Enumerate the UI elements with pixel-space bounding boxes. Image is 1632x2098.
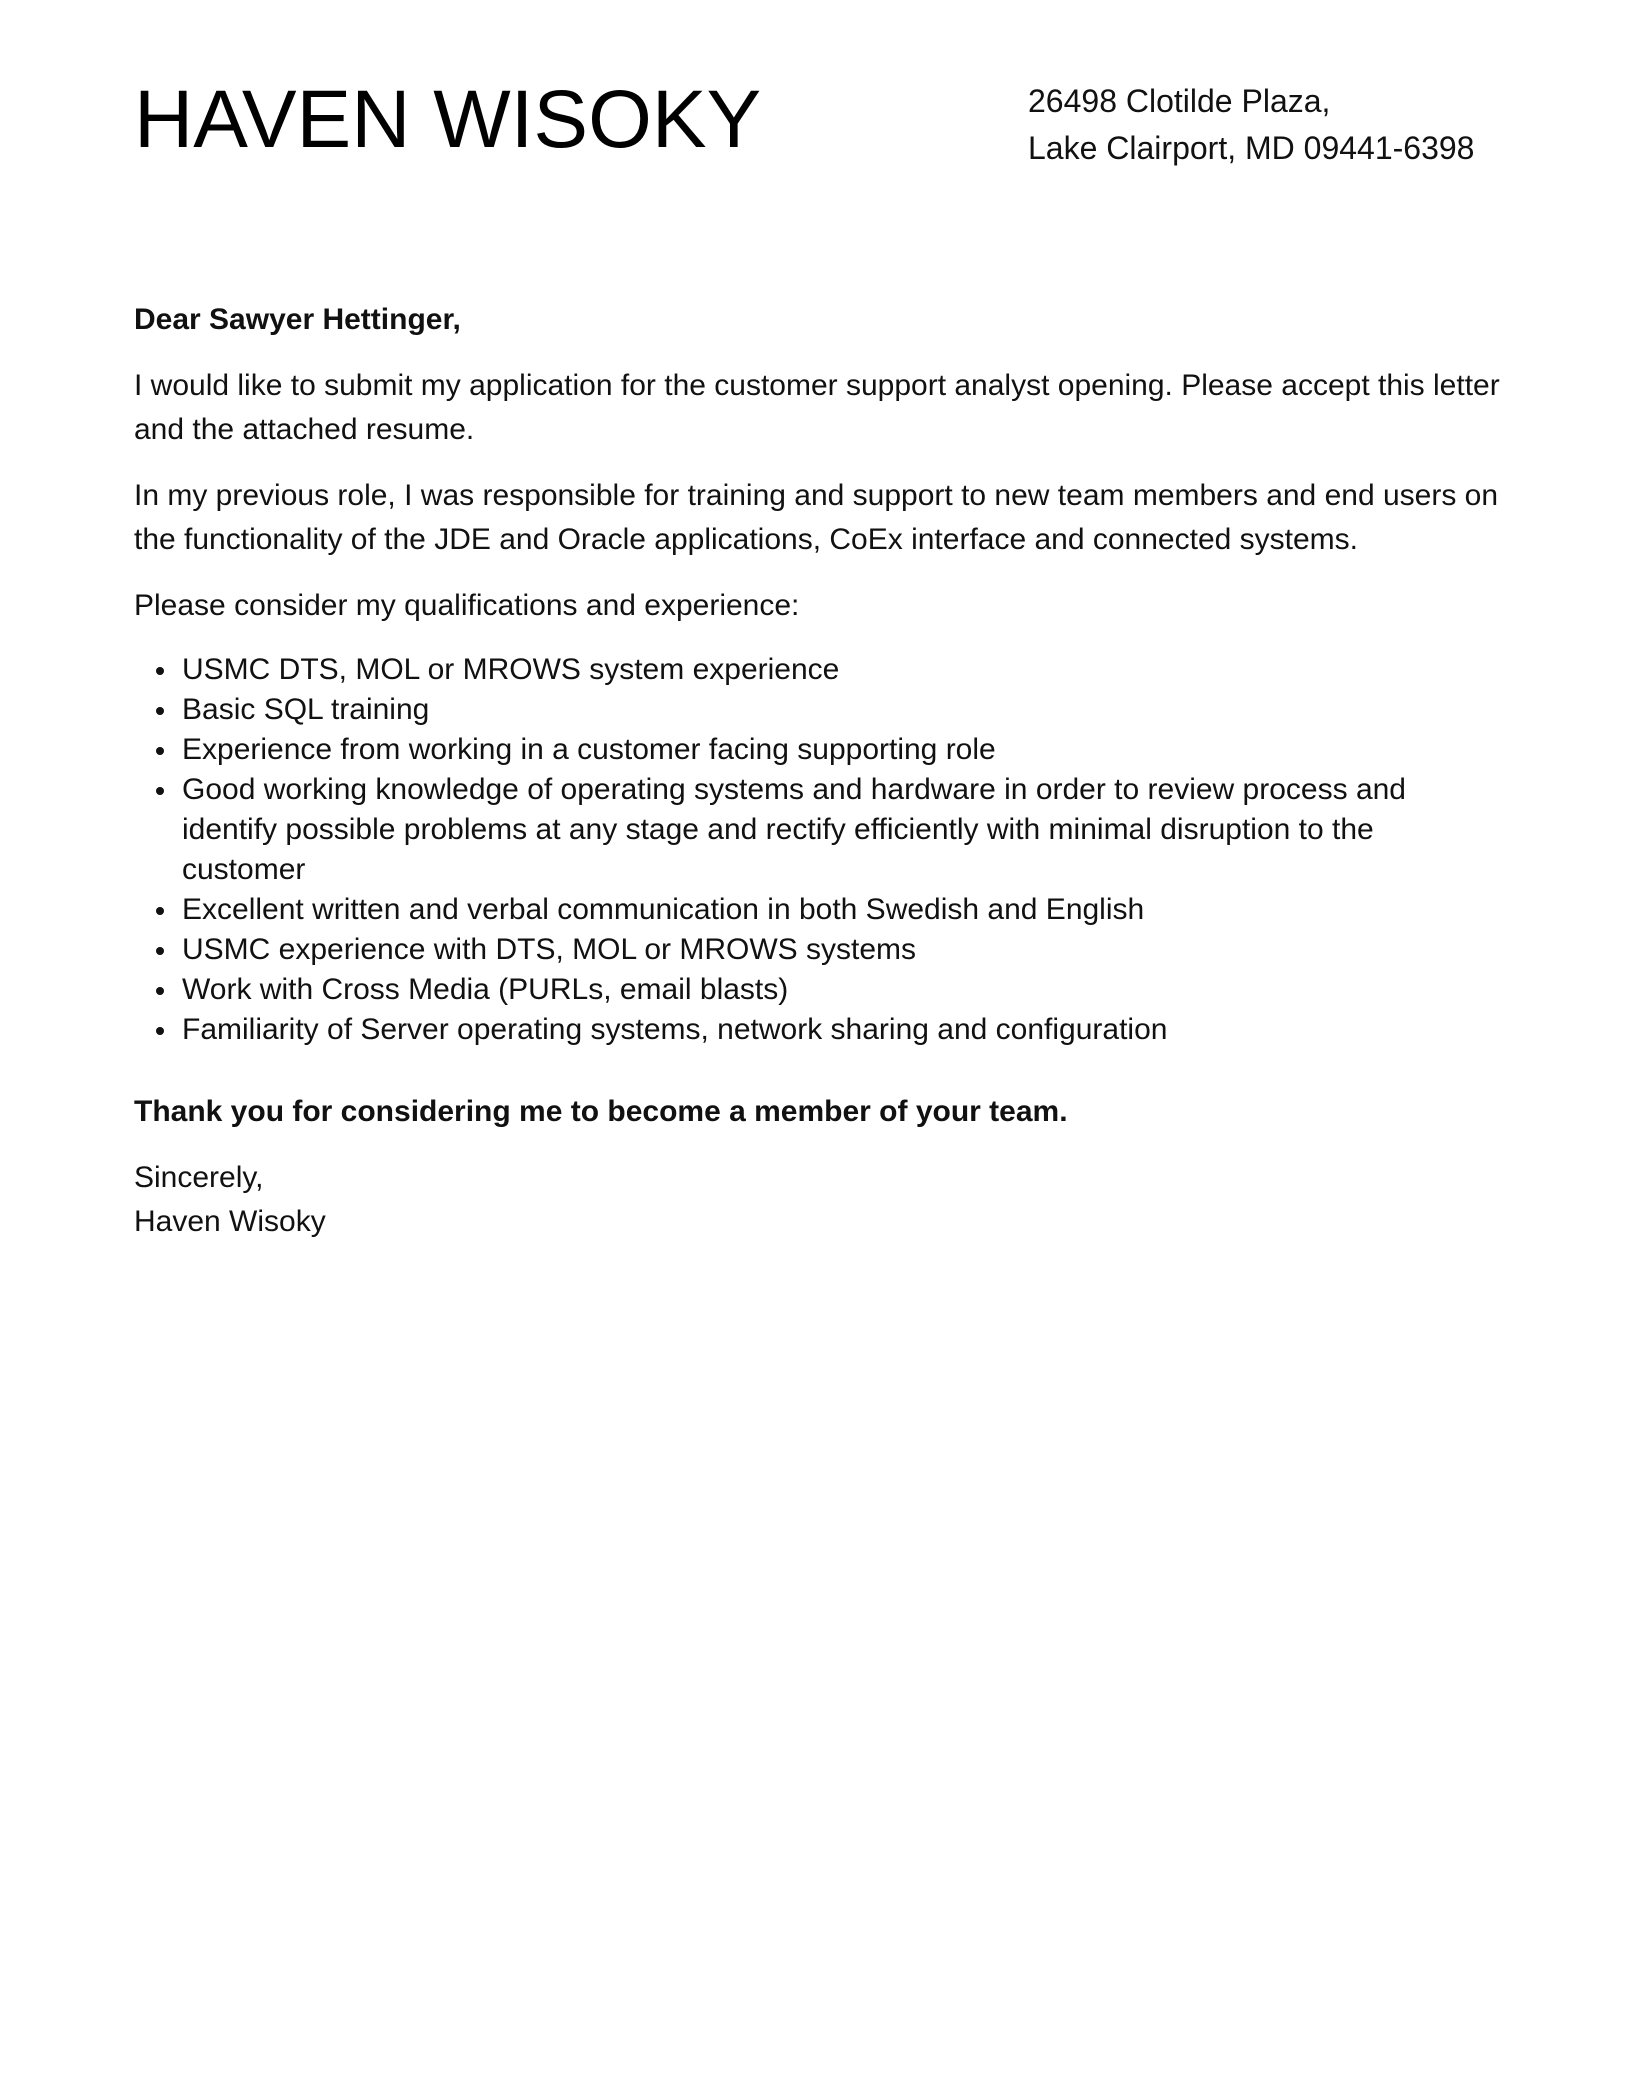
address-line-2: Lake Clairport, MD 09441-6398 <box>1028 130 1475 166</box>
signoff: Sincerely, <box>134 1161 264 1194</box>
bullet-icon <box>156 787 164 795</box>
list-item <box>134 730 1500 770</box>
bullet-icon <box>156 667 164 675</box>
applicant-address <box>1028 78 1508 172</box>
list-item <box>134 1010 1500 1050</box>
list-item <box>134 690 1500 730</box>
paragraph-intro: I would like to submit my application for the customer support analyst opening. Please accept this letter and the attached resume. <box>134 369 1500 446</box>
bullet-icon <box>156 1027 164 1035</box>
bullet-icon <box>156 907 164 915</box>
bullet-icon <box>156 987 164 995</box>
signature-name: Haven Wisoky <box>134 1205 326 1238</box>
qualifications-list <box>134 650 1500 1050</box>
list-item <box>134 970 1500 1010</box>
bullet-icon <box>156 947 164 955</box>
paragraph-previous-role: In my previous role, I was responsible for training and support to new team members and end users on the functionality of the JDE and Oracle applications, CoEx interface and connected systems. <box>134 479 1499 556</box>
list-item-text: Experience from working in a customer facing supporting role <box>182 733 996 766</box>
list-item-text: USMC experience with DTS, MOL or MROWS systems <box>182 933 917 966</box>
letter-body <box>134 298 1500 1244</box>
address-line-1: 26498 Clotilde Plaza, <box>1028 83 1331 119</box>
signoff-block <box>134 1156 1500 1244</box>
list-item <box>134 770 1500 890</box>
list-item <box>134 650 1500 690</box>
list-item-text: Good working knowledge of operating systems and hardware in order to review process and identify possible problems at any stage and rectify efficiently with minimal disruption to the customer <box>182 773 1406 886</box>
letter-header <box>134 72 1500 182</box>
list-item-text: Work with Cross Media (PURLs, email blasts) <box>182 973 789 1006</box>
list-item <box>134 890 1500 930</box>
paragraph-qualifications-intro: Please consider my qualifications and experience: <box>134 589 800 622</box>
salutation: Dear Sawyer Hettinger, <box>134 303 461 336</box>
list-item <box>134 930 1500 970</box>
applicant-name: HAVEN WISOKY <box>134 74 762 165</box>
list-item-text: Excellent written and verbal communication in both Swedish and English <box>182 893 1145 926</box>
bullet-icon <box>156 747 164 755</box>
bullet-icon <box>156 707 164 715</box>
list-item-text: USMC DTS, MOL or MROWS system experience <box>182 653 840 686</box>
list-item-text: Basic SQL training <box>182 693 430 726</box>
list-item-text: Familiarity of Server operating systems, network sharing and configuration <box>182 1013 1168 1046</box>
closing-statement: Thank you for considering me to become a member of your team. <box>134 1095 1068 1128</box>
